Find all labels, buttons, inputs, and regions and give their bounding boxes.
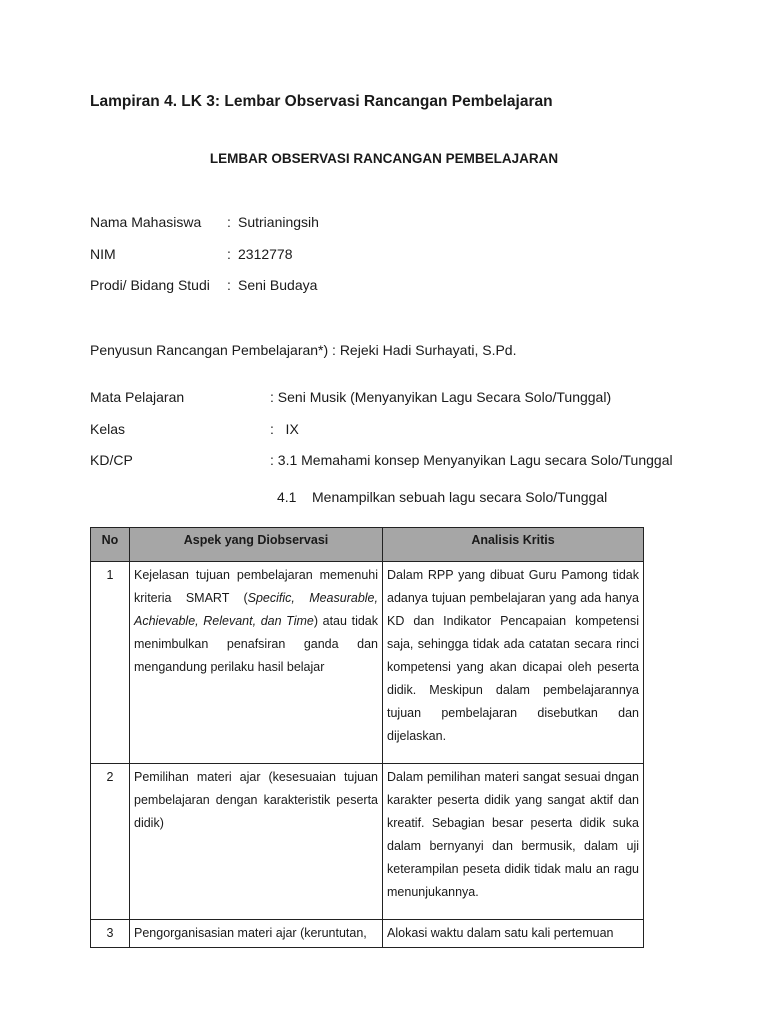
table-row — [91, 920, 644, 948]
aspek-italic-text: Specific, Measurable, Achievable, Relevant, dan Time — [134, 591, 378, 628]
prodi-value: Seni Budaya — [238, 277, 318, 293]
kd-value-2: 4.1 Menampilkan sebuah lagu secara Solo/Tunggal — [277, 489, 608, 505]
row-number: 3 — [91, 920, 130, 948]
nim-label: NIM — [90, 246, 116, 262]
aspek-cell: Pemilihan materi ajar (kesesuaian tujuan pembelajaran dengan karakteristik peserta didik) — [130, 764, 383, 907]
penyusun-line: Penyusun Rancangan Pembelajaran*) : Rejeki Hadi Surhayati, S.Pd. — [90, 342, 517, 358]
mapel-label: Mata Pelajaran — [90, 389, 185, 405]
prodi-colon: : — [227, 277, 231, 293]
analisis-cell: Alokasi waktu dalam satu kali pertemuan — [383, 920, 644, 948]
aspek-text: Kejelasan tujuan pembelajaran memenuhi kriteria SMART ( — [134, 568, 378, 605]
table-row — [91, 562, 644, 751]
table-header-row — [91, 528, 644, 562]
aspek-text: ) atau tidak menimbulkan penafsiran ganda dan mengandung perilaku hasil belajar — [134, 614, 378, 674]
kelas-value: : IX — [270, 421, 299, 437]
row-number: 1 — [91, 562, 130, 751]
table-row — [91, 764, 644, 907]
prodi-label: Prodi/ Bidang Studi — [90, 277, 210, 293]
nama-colon: : — [227, 214, 231, 230]
nim-value: 2312778 — [238, 246, 293, 262]
mapel-value: : Seni Musik (Menyanyikan Lagu Secara Solo/Tunggal) — [270, 389, 612, 405]
aspek-cell: Pengorganisasian materi ajar (keruntutan, — [130, 920, 383, 948]
kd-value-1: : 3.1 Memahami konsep Menyanyikan Lagu secara Solo/Tunggal — [270, 452, 673, 468]
analisis-cell: Dalam pemilihan materi sangat sesuai dngan karakter peserta didik yang sangat aktif dan kreatif. Sebagian besar peserta didik suka dalam bernyanyi dan bermusik, dalam uji keterampilan peseta didik tidak malu an ragu menunjukannya. — [383, 764, 644, 907]
nama-label: Nama Mahasiswa — [90, 214, 202, 230]
document-title: LEMBAR OBSERVASI RANCANGAN PEMBELAJARAN — [209, 151, 559, 166]
row-number: 2 — [91, 764, 130, 907]
observation-table — [90, 527, 644, 948]
kd-label: KD/CP — [90, 452, 133, 468]
kelas-label: Kelas — [90, 421, 126, 437]
document-heading: Lampiran 4. LK 3: Lembar Observasi Rancangan Pembelajaran — [90, 93, 553, 110]
aspek-cell — [130, 562, 383, 751]
header-analisis: Analisis Kritis — [383, 528, 644, 562]
nim-colon: : — [227, 246, 231, 262]
nama-value: Sutrianingsih — [238, 214, 319, 230]
analisis-cell: Dalam RPP yang dibuat Guru Pamong tidak adanya tujuan pembelajaran yang ada hanya KD dan Indikator Pencapaian kompetensi saja, sehingga tidak ada catatan secara rinci kompetensi yang akan dicapai oleh peserta didik. Meskipun dalam pembelajarannya tujuan pembelajaran disebutkan dan dijelaskan. — [383, 562, 644, 751]
header-no: No — [91, 528, 130, 562]
header-aspek: Aspek yang Diobservasi — [130, 528, 383, 562]
